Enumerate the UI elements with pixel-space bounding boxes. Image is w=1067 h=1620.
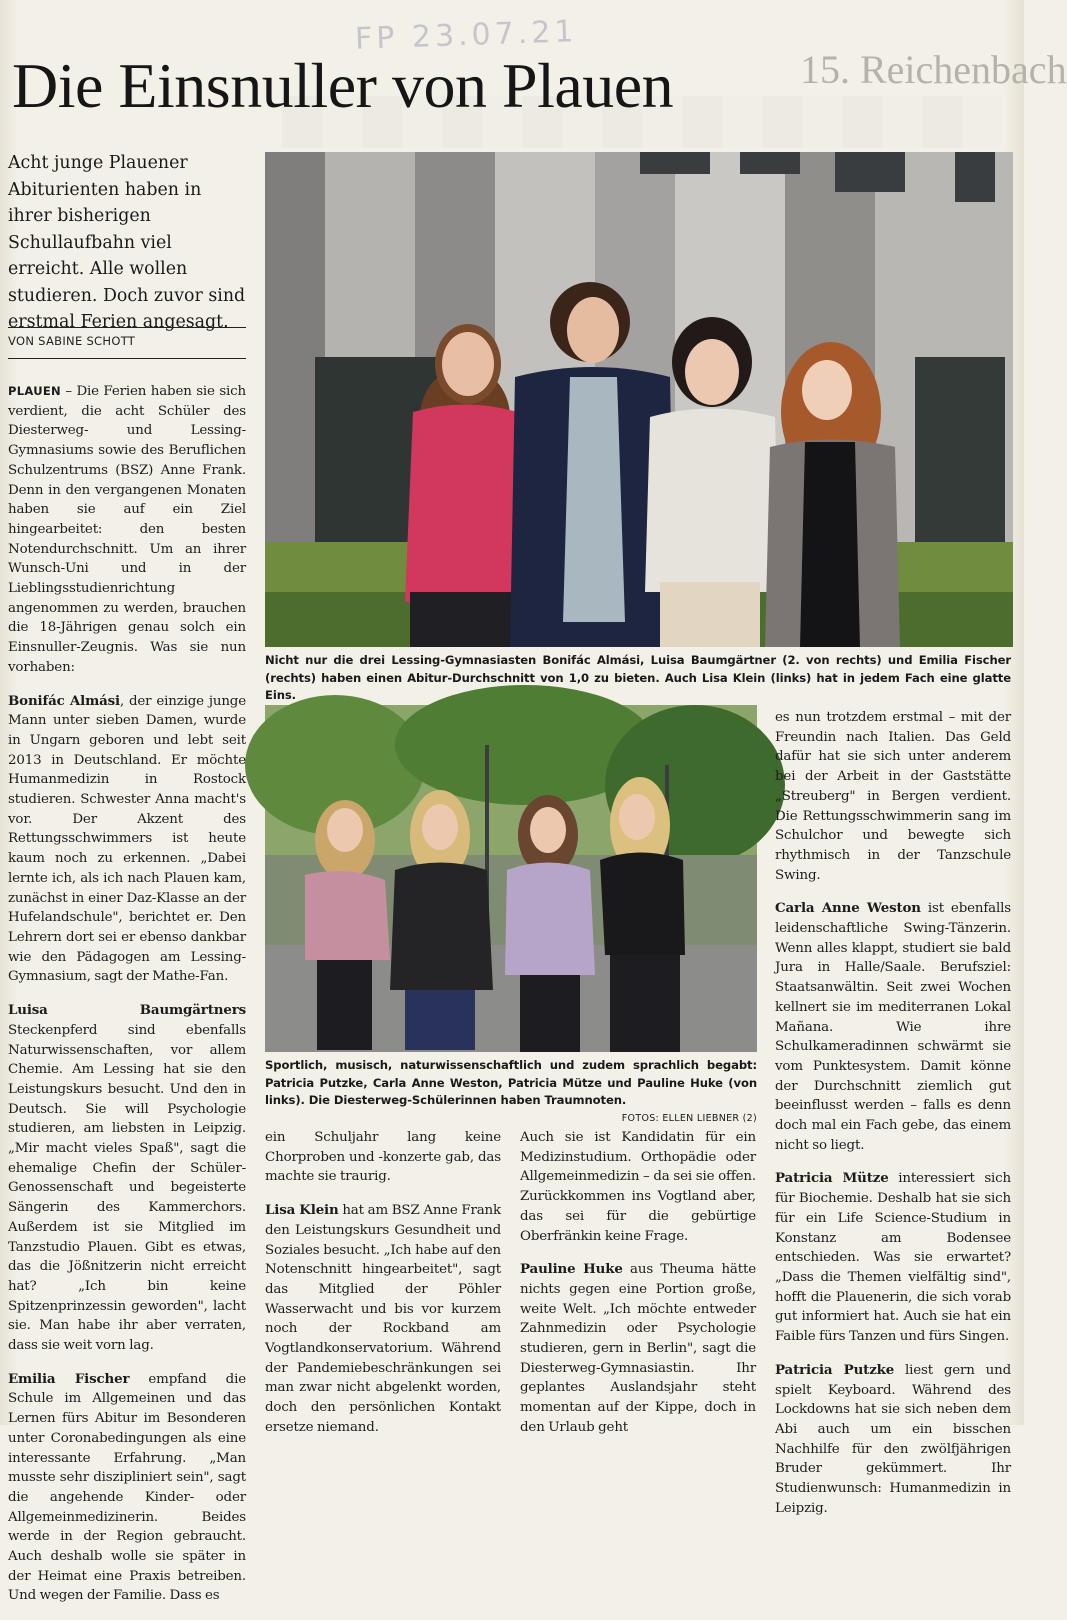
paragraph-klein	[265, 1201, 501, 1437]
photo-2-caption-text: Sportlich, musisch, naturwissenschaftlich und zudem sprachlich begabt: Patricia Putzke, Carla Anne Weston, Patricia Mütze und Pauline Huke (von links). Die Diesterweg-Schülerinnen haben Traumnoten.	[265, 1058, 757, 1107]
text-baumgaertner: Steckenpferd sind ebenfalls Naturwissenschaften, vor allem Chemie. Am Lessing hat sie den Leistungskurs besucht. Und den in Deutsch. Sie will Psychologie studieren, am liebsten in Leipzig. „Mir macht vieles Spaß", sagt die ehemalige Chefin der Schüler-Genossenschaft und begeisterte Sängerin des Kammerchors. Außerdem ist sie Mitglied im Tanzstudio Plauen. Gibt es etwas, das die Jößnitzerin nicht erreicht hat? „Ich bin keine Spitzenprinzessin geworden", lacht sie. Man habe ihr aber verraten, dass sie weit vorn lag.	[8, 1022, 246, 1354]
handwritten-date-stamp: FP 23.07.21	[354, 14, 579, 57]
article-column-2	[265, 1128, 501, 1452]
intro-text: – Die Ferien haben sie sich verdient, die acht Schüler des Diesterweg- und Lessing-Gymnasiums sowie des Beruflichen Schulzentrums (BSZ) Anne Frank. Denn in den vergangenen Monaten haben sie auf ein Ziel hingearbeitet: den besten Notendurchschnitt. Um an ihrer Wunsch-Uni und in der Lieblingsstudienrichtung angenommen zu werden, brauchen die 18-Jährigen genau solch ein Einsnuller-Zeugnis. Was sie nun vorhaben:	[8, 384, 246, 675]
photo-credit: FOTOS: ELLEN LIEBNER (2)	[621, 1112, 757, 1124]
paragraph-weston	[775, 899, 1011, 1155]
photo-2-illustration	[265, 705, 757, 1052]
name-huke: Pauline Huke	[520, 1261, 623, 1278]
name-almasi: Bonifác Almási	[8, 692, 120, 709]
name-fischer: Emilia Fischer	[8, 1370, 130, 1387]
paragraph-huke	[520, 1260, 756, 1437]
photo-1-caption: Nicht nur die drei Lessing-Gymnasiasten Bonifác Almási, Luisa Baumgärtner (2. von rechts) und Emilia Fischer (rechts) haben einen Abitur-Durchschnitt von 1,0 zu bieten. Auch Lisa Klein (links) hat in jedem Fach eine glatte Eins.	[265, 653, 1011, 702]
photo-1-illustration	[265, 152, 1013, 647]
article-column-4	[775, 708, 1011, 1532]
text-fischer: empfand die Schule im Allgemeinen und das Lernen fürs Abitur im Besonderen unter Coronabedingungen als eine interessante Erfahrung. „Man musste sehr diszipliniert sein", sagt die angehende Kinder- oder Allgemeinmedizinerin. Beides werde in der Region gebraucht. Auch deshalb wolle sie später in der Heimat eine Praxis betreiben. Und wegen der Familie. Dass es	[8, 1371, 246, 1604]
text-huke: aus Theuma hätte nichts gegen eine Portion große, weite Welt. „Ich möchte entweder Zahnmedizin oder Psychologie studieren, gern in Berlin", sagt die Diesterweg-Gymnasiastin. Ihr geplantes Auslandsjahr steht momentan auf der Kippe, doch in den Urlaub geht	[520, 1262, 756, 1435]
text-putzke: liest gern und spielt Keyboard. Während des Lockdowns hat sie sich neben dem Abi auch um ein bisschen Nachhilfe für den zwölfjährigen Bruder gekümmert. Ihr Studienwunsch: Humanmedizin in Leipzig.	[775, 1362, 1011, 1516]
name-klein: Lisa Klein	[265, 1202, 339, 1219]
paragraph-putzke	[775, 1361, 1011, 1519]
name-weston: Carla Anne Weston	[775, 900, 921, 917]
paragraph-almasi	[8, 692, 246, 988]
author-rule-bottom	[8, 358, 246, 359]
neighbor-article-heading: 15. Reichenbach	[800, 47, 1067, 92]
continuation-fischer: ein Schuljahr lang keine Chorproben und -konzerte gab, das machte sie traurig.	[265, 1130, 501, 1185]
lead-paragraph: Acht junge Plauener Abiturienten haben in ihrer bisherigen Schullaufbahn viel erreicht. Alle wollen studieren. Doch zuvor sind erstmal Ferien angesagt.	[8, 153, 246, 332]
author-rule-top	[8, 327, 246, 328]
text-klein: hat am BSZ Anne Frank den Leistungskurs Gesundheit und Soziales besucht. „Ich habe auf den Notenschnitt hingearbeitet", sagt das Mitglied der Pöhler Wasserwacht und bis vor kurzem noch der Rockband am Vogtlandkonservatorium. Während der Pandemiebeschränkungen sei man zwar nicht abgelenkt worden, doch den persönlichen Kontakt ersetze niemand.	[265, 1203, 501, 1435]
text-muetze: interessiert sich für Biochemie. Deshalb hat sie sich für ein Life Science-Studium in Konstanz am Bodensee entschieden. Was sie erwartet? „Dass die Themen vielfältig sind", hofft die Plauenerin, die sich vorab gut informiert hat. Auch sie hat ein Faible fürs Tanzen und fürs Singen.	[775, 1171, 1011, 1345]
text-almasi: , der einzige junge Mann unter sieben Damen, wurde in Ungarn geboren und lebt seit 2013 in Deutschland. Er möchte Humanmedizin in Rostock studieren. Schwester Anna macht's vor. Der Akzent des Rettungsschwimmers ist heute kaum noch zu erkennen. „Dabei lernte ich, als ich nach Plauen kam, zunächst in einer Daz-Klasse an der Hufelandschule", berichtet er. Den Lehrern dort sei er ebenso dankbar wie den Pädagogen am Lessing-Gymnasium, sagt der Mathe-Fan.	[8, 693, 246, 985]
photo-lessing-students	[265, 152, 1013, 647]
paragraph-baumgaertner	[8, 1001, 246, 1356]
name-baumgaertner: Luisa Baumgärtners	[8, 1002, 246, 1019]
dateline: PLAUEN	[8, 384, 61, 398]
paragraph-fischer	[8, 1370, 246, 1606]
name-muetze: Patricia Mütze	[775, 1170, 889, 1187]
continuation-huke: es nun trotzdem erstmal – mit der Freundin nach Italien. Das Geld dafür hat sie sich unter anderem bei der Arbeit in der Gaststätte „Streuberg" in Bergen verdient. Die Rettungsschwimmerin sang im Schulchor und bewegte sich rhythmisch in der Tanzschule Swing.	[775, 710, 1011, 883]
article-column-1	[8, 382, 246, 1620]
paragraph-muetze	[775, 1169, 1011, 1346]
continuation-klein: Auch sie ist Kandidatin für ein Medizinstudium. Orthopädie oder Allgemeinmedizin – da sei sie offen. Zurückkommen ins Vogtland aber, das sei für die gebürtige Oberfränkin keine Frage.	[520, 1130, 756, 1244]
article-column-3	[520, 1128, 756, 1452]
headline: Die Einsnuller von Plauen	[12, 50, 674, 121]
intro-paragraph	[8, 382, 246, 678]
photo-2-caption	[265, 1057, 757, 1127]
photo-diesterweg-students	[265, 705, 757, 1052]
text-weston: ist ebenfalls leidenschaftliche Swing-Tänzerin. Wenn alles klappt, studiert sie bald Jura in Halle/Saale. Berufsziel: Staatsanwältin. Seit zwei Wochen kellnert sie im mediterranen Lokal Mañana. Wie ihre Schulkameradinnen schwärmt sie vom Punktesystem. Damit könne der Durchschnitt ziemlich gut beeinflusst werden – falls es denn doch mal ein Fach gebe, das einem nicht so liegt.	[775, 901, 1011, 1153]
author-byline: VON SABINE SCHOTT	[8, 334, 136, 348]
name-putzke: Patricia Putzke	[775, 1361, 895, 1378]
